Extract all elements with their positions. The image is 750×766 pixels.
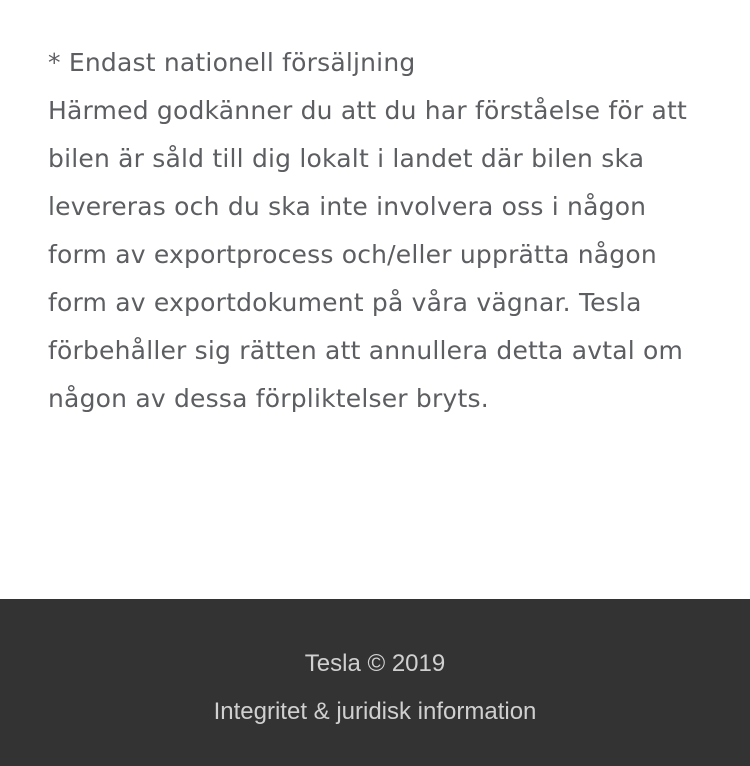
page-footer bbox=[0, 599, 750, 766]
copyright-text: Tesla © 2019 bbox=[304, 650, 446, 677]
national-sale-note: * Endast nationell försäljning bbox=[48, 48, 416, 77]
privacy-legal-link[interactable]: Integritet & juridisk information bbox=[213, 698, 537, 725]
legal-disclaimer-section bbox=[48, 39, 708, 423]
export-disclaimer-text: Härmed godkänner du att du har förståelse för att bilen är såld till dig lokalt i landet där bilen ska levereras och du ska inte involvera oss i någon form av exportprocess och/eller upprätta någon form av exportdokument på våra vägnar. Tesla förbehåller sig rätten att annullera detta avtal om någon av dessa förpliktelser bryts. bbox=[48, 96, 688, 413]
